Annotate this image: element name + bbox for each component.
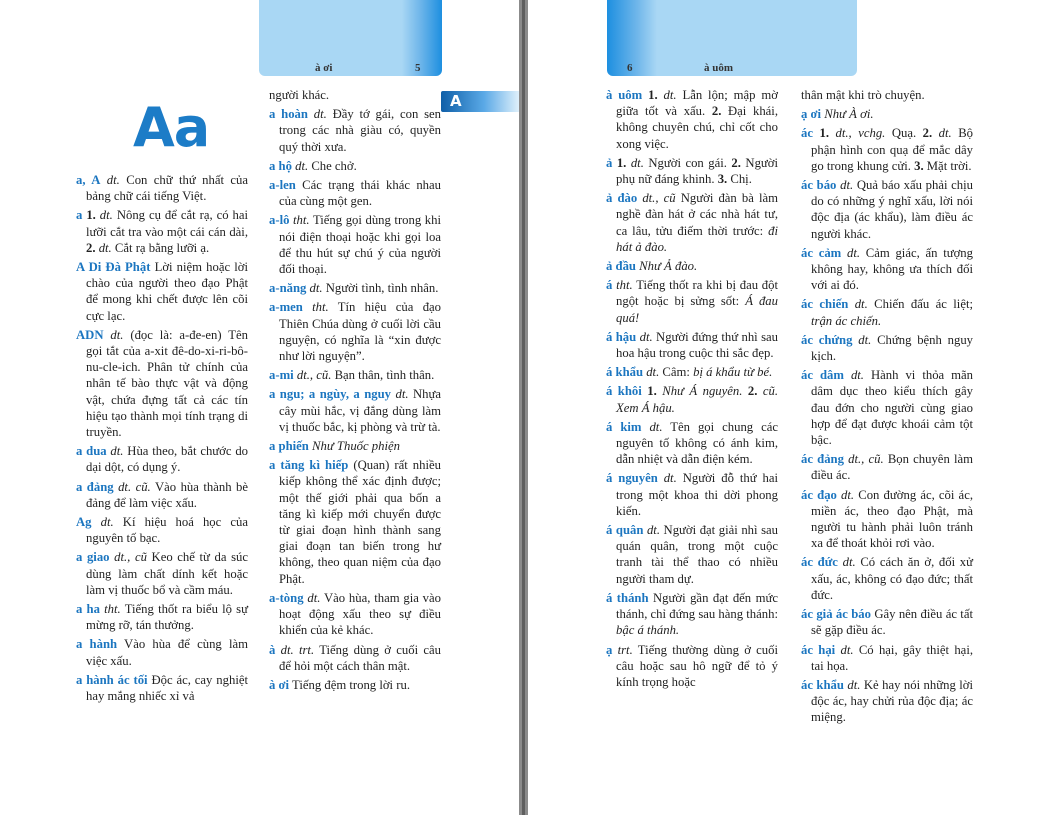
right-column-1	[606, 87, 778, 693]
part-of-speech: dt. cũ.	[118, 479, 151, 494]
dictionary-entry	[606, 642, 778, 691]
definition: Tín hiệu của đạo Thiên Chúa dùng ở cuối lời cầu nguyện, có nghĩa là “xin được như lời nguyện”.	[279, 300, 442, 364]
part-of-speech: dt.	[854, 297, 868, 312]
dictionary-entry	[606, 470, 778, 519]
example: Như Ả đào.	[639, 259, 698, 274]
dictionary-entry	[269, 367, 441, 383]
definition: Tiếng thốt ra khi bị đau đột ngột hoặc bị sửng sốt:	[616, 278, 778, 309]
headword: ADN	[76, 327, 104, 342]
definition: Kí hiệu hoá học của nguyên tố bạc.	[86, 515, 248, 546]
headword: á thánh	[606, 590, 649, 605]
dictionary-entry	[269, 299, 441, 364]
section-tab-label: A	[450, 92, 462, 110]
definition: (đọc là: a-đe-en) Tên gọi tắt của a-xit đê-do-xi-ri-bô-nu-cle-ich. Phân tử chính của nhân tế bào thực vật và động vật, chứa đựng tất cả các tín hiệu tạo thành mọi tính trạng di truyền.	[86, 327, 249, 440]
dictionary-entry	[606, 155, 778, 187]
part-of-speech: dt.	[639, 329, 653, 344]
definition: Người đứng thứ nhì sau hoa hậu trong cuộc thi sắc đẹp.	[616, 329, 778, 361]
dictionary-entry	[269, 457, 441, 587]
definition: Chiến đấu ác liệt;	[874, 297, 973, 312]
headword: a hành	[76, 637, 118, 652]
dictionary-entry	[801, 677, 973, 726]
part-of-speech: tht.	[616, 278, 633, 293]
definition: Tiếng thường dùng ở cuối câu hoặc sau hô ngữ để tỏ ý kính trọng hoặc	[616, 642, 779, 689]
dictionary-entry	[606, 277, 778, 326]
dictionary-entry	[606, 87, 778, 152]
part-of-speech: dt.	[313, 107, 327, 122]
headword: á khẩu	[606, 365, 644, 380]
part-of-speech: dt., cũ	[114, 550, 147, 565]
left-column-2	[269, 87, 441, 696]
definition: Người đỗ thứ hai trong một khoa thi dời phong kiến.	[616, 471, 779, 518]
definition: Quả báo xấu phải chịu do có những ý nghĩ xấu, lời nói độc địa (ác khẩu), làm điều ác người khác.	[811, 178, 974, 241]
sense-number: 1.	[86, 208, 96, 223]
dictionary-entry	[269, 280, 441, 296]
headword: a	[76, 208, 83, 223]
headword: á hậu	[606, 329, 637, 344]
definition: Kẻ hay nói những lời độc ác, hay chửi rủa độc địa; ác miệng.	[811, 677, 974, 725]
example: trận ác chiến.	[811, 313, 882, 328]
dictionary-entry	[269, 87, 441, 103]
dictionary-entry	[801, 177, 973, 242]
dictionary-entry	[606, 419, 778, 468]
dictionary-entry	[606, 364, 778, 380]
part-of-speech: dt.	[840, 178, 854, 193]
definition: (Quan) rất nhiều kiếp không thể xác định được; một thế giới phải qua bốn a tăng kì kiếp mới chuyển được từ giai đoạn hình thành sang giai đoạn tan biến trong hư không, theo quan niệm của đạo Phật.	[279, 458, 441, 586]
continued-text: thân mật khi trò chuyện.	[801, 88, 925, 102]
part-of-speech: dt.	[840, 642, 854, 657]
left-column-1	[76, 172, 248, 707]
part-of-speech: dt.	[847, 677, 861, 692]
dictionary-entry	[606, 590, 778, 639]
headword: ả đầu	[606, 259, 636, 274]
definition: Người phụ nữ đáng khinh.	[616, 155, 779, 187]
headword: á	[606, 278, 613, 293]
headword: a giao	[76, 550, 110, 565]
headword: ác hại	[801, 642, 836, 657]
dictionary-entry	[801, 245, 973, 294]
part-of-speech: dt.	[630, 155, 644, 170]
part-of-speech: dt.	[395, 387, 409, 402]
definition: Con đường ác, cõi ác, miền ác, theo đạo Phật, mà người tu hành phải luôn tránh xa để thoát khỏi rơi vào.	[811, 487, 973, 551]
definition: Nông cụ để cắt rạ, có hai lưỡi cắt tra vào một cái cán dài,	[86, 208, 249, 239]
dictionary-entry	[76, 549, 248, 598]
definition: Chị.	[730, 172, 752, 187]
dictionary-entry	[801, 554, 973, 603]
part-of-speech: dt., cũ.	[296, 368, 332, 383]
part-of-speech: dt.	[846, 245, 861, 260]
part-of-speech: dt.	[858, 332, 872, 347]
dictionary-entry	[269, 438, 441, 454]
definition: Bọn chuyên làm điều ác.	[811, 452, 973, 483]
definition: Bộ phận hình con quạ để mắc dây go trong khung cửi.	[811, 126, 974, 173]
headword: a phiến	[269, 439, 309, 454]
sense-number: 1.	[819, 126, 829, 141]
part-of-speech: dt.	[307, 590, 321, 605]
part-of-speech: dt.	[99, 208, 113, 223]
headword: ả	[606, 155, 613, 170]
headword: á khôi	[606, 384, 642, 399]
definition: Bạn thân, tình thân.	[334, 368, 435, 383]
left-header-tab	[259, 0, 442, 76]
definition: Tiếng thốt ra biểu lộ sự mừng rỡ, tán thưởng.	[86, 602, 248, 633]
part-of-speech: dt.	[938, 126, 952, 141]
left-page	[0, 0, 519, 815]
dictionary-entry	[76, 601, 248, 633]
definition: Người đàn bà làm nghề đàn hát ở các nhà hát tư, ca lâu, tửu điếm thời trước:	[616, 191, 778, 238]
part-of-speech: dt.	[100, 515, 114, 530]
left-header-label: à ơi	[315, 62, 333, 74]
part-of-speech: dt.	[663, 471, 677, 486]
dictionary-entry	[269, 177, 441, 209]
right-header-label: à uôm	[704, 62, 734, 74]
sense-number: 2.	[922, 126, 933, 141]
part-of-speech: dt.	[110, 327, 124, 342]
headword: á kim	[606, 419, 642, 434]
dictionary-entry	[801, 451, 973, 483]
part-of-speech: tht.	[312, 300, 329, 315]
big-letter-heading: Aa	[133, 96, 210, 159]
headword: a hành ác tối	[76, 672, 148, 687]
sense-number: 3.	[914, 158, 924, 173]
definition: Con chữ thứ nhất của bảng chữ cái tiếng Việt.	[86, 173, 249, 204]
definition: Lẫn lộn; mập mờ giữa tốt và xấu.	[616, 88, 778, 119]
part-of-speech: dt., vchg.	[835, 126, 886, 141]
definition: Có cách ăn ở, đối xử xấu, ác, không có đạo đức; thất đức.	[811, 555, 974, 602]
dictionary-entry	[801, 642, 973, 674]
part-of-speech: dt.	[649, 419, 663, 434]
dictionary-entry	[606, 258, 778, 274]
part-of-speech: dt.	[841, 487, 855, 502]
sense-number: 2.	[747, 384, 758, 399]
dictionary-entry	[606, 190, 778, 255]
headword: a ha	[76, 602, 100, 617]
headword: ác cảm	[801, 245, 842, 260]
part-of-speech: dt. trt.	[280, 642, 315, 657]
dictionary-entry	[269, 642, 441, 674]
dictionary-entry	[269, 212, 441, 277]
headword: ác chiến	[801, 297, 849, 312]
dictionary-entry	[269, 106, 441, 155]
headword: a-tòng	[269, 590, 304, 605]
headword: ả đào	[606, 191, 638, 206]
part-of-speech: dt.	[646, 523, 660, 538]
definition: Các trạng thái khác nhau của cùng một gen.	[279, 178, 442, 209]
headword: à ơi	[269, 677, 290, 692]
dictionary-entry	[801, 367, 973, 448]
headword: a đảng	[76, 479, 114, 494]
headword: A Di Đà Phật	[76, 260, 151, 275]
definition: Mặt trời.	[926, 158, 972, 173]
definition: Keo chế từ da súc dùng làm chất dính kết hoặc làm vị thuốc bổ và cầm máu.	[86, 550, 248, 597]
left-page-number: 5	[415, 62, 421, 74]
example: bậc á thánh.	[616, 623, 680, 638]
dictionary-entry	[269, 590, 441, 639]
dictionary-entry	[606, 383, 778, 415]
headword: a-men	[269, 300, 303, 315]
part-of-speech: dt.	[110, 444, 124, 459]
definition: Cảm giác, ấn tượng không hay, không ưa thích đối với ai đó.	[811, 245, 973, 293]
dictionary-entry	[801, 106, 973, 122]
definition: Quạ.	[891, 126, 917, 141]
headword: a-lô	[269, 213, 290, 228]
example: Như Thuốc phiện	[312, 439, 400, 454]
definition: Hành vi thỏa mãn dâm dục theo kiểu thích gây đau đớn cho người cùng giao hợp để đạt được khoái cảm tột bậc.	[811, 368, 973, 448]
definition: Đại khái, không chuyên chú, chỉ cốt cho xong việc.	[616, 104, 778, 151]
part-of-speech: dt.	[850, 368, 864, 383]
continued-text: người khác.	[269, 88, 330, 102]
definition: Che chở.	[311, 158, 357, 173]
part-of-speech: tht.	[104, 602, 121, 617]
part-of-speech: dt.	[295, 158, 309, 173]
definition: Người đạt giải nhì sau quán quân, trong một cuộc tranh tài thể thao có nhiều người tham dự.	[616, 523, 778, 586]
headword: a hoàn	[269, 107, 308, 122]
section-tab	[441, 91, 519, 112]
right-column-2	[801, 87, 973, 729]
headword: à	[269, 642, 276, 657]
definition: Tiếng đệm trong lời ru.	[292, 677, 410, 692]
definition: Người con gái.	[648, 155, 727, 170]
headword: ác dâm	[801, 368, 844, 383]
dictionary-entry	[801, 87, 973, 103]
part-of-speech: dt.	[309, 281, 323, 296]
dictionary-entry	[801, 125, 973, 174]
headword: à uôm	[606, 88, 643, 102]
dictionary-entry	[269, 158, 441, 174]
dictionary-entry	[76, 443, 248, 475]
sense-number: 3.	[717, 172, 728, 187]
part-of-speech: dt.	[98, 240, 112, 255]
dictionary-entry	[76, 259, 248, 324]
example: Như Á nguyên.	[662, 384, 743, 399]
part-of-speech: dt., cũ.	[848, 452, 884, 467]
headword: ác đức	[801, 555, 838, 570]
headword: ác khẩu	[801, 677, 844, 692]
dictionary-entry	[606, 329, 778, 361]
definition: Tên gọi chung các nguyên tố không có ánh kim, dẫn nhiệt và dẫn điện kém.	[616, 419, 779, 467]
headword: a dua	[76, 444, 107, 459]
right-page-number: 6	[627, 62, 633, 74]
dictionary-entry	[76, 514, 248, 546]
headword: a, A	[76, 173, 101, 187]
definition: Tiếng dùng ở cuối câu để hỏi một cách thân mật.	[279, 642, 442, 673]
right-header-tab	[607, 0, 857, 76]
definition: Vào hùa để cùng làm việc xấu.	[86, 637, 248, 668]
dictionary-entry	[801, 487, 973, 552]
definition: Chứng bệnh nguy kịch.	[811, 332, 974, 364]
dictionary-entry	[606, 522, 778, 587]
definition: Tiếng gọi dùng trong khi nói điện thoại hoặc khi gọi loa để thu hút sự chú ý của người đối thoại.	[279, 213, 441, 277]
definition: Đầy tớ gái, con sen trong các nhà giàu có, quyền quý thời xưa.	[279, 107, 442, 154]
headword: á quân	[606, 523, 644, 538]
dictionary-entry	[76, 172, 248, 204]
definition: Người gần đạt đến mức thánh, chỉ đứng sau hàng thánh:	[616, 590, 778, 622]
sense-number: 2.	[86, 240, 96, 255]
definition: Độc ác, cay nghiệt hay mắng nhiếc xỉ vả	[86, 672, 248, 704]
headword: ác chứng	[801, 332, 853, 347]
example: bị á khẩu từ bé.	[693, 365, 773, 380]
dictionary-entry	[801, 332, 973, 364]
part-of-speech: dt.	[842, 555, 856, 570]
example: đi hát ả đào.	[616, 223, 778, 254]
headword: a hộ	[269, 158, 292, 173]
dictionary-entry	[76, 207, 248, 256]
sense-number: 2.	[711, 104, 722, 119]
definition: Hùa theo, bắt chước do dại dột, có dụng ý.	[86, 444, 249, 475]
headword: Ag	[76, 515, 92, 530]
headword: ác giả ác báo	[801, 607, 871, 622]
definition: Gây nên điều ác tất sẽ gặp điều ác.	[811, 607, 973, 638]
dictionary-entry	[801, 296, 973, 328]
definition: Nhựa cây mùi hắc, vị đắng dùng làm vị thuốc bắc, kị phòng và trừ tà.	[279, 387, 441, 434]
book-gutter	[519, 0, 528, 815]
dictionary-entry	[76, 636, 248, 668]
example: cũ. Xem Á hậu.	[616, 384, 779, 415]
part-of-speech: dt.	[663, 88, 677, 102]
definition: Người tình, tình nhân.	[325, 281, 439, 296]
definition: Câm:	[662, 365, 690, 380]
definition: Lời niệm hoặc lời chào của người theo đạo Phật để mong khi chết được lên cõi cực lạc.	[86, 260, 249, 323]
sense-number: 1.	[647, 384, 657, 399]
right-page	[528, 0, 1050, 815]
headword: ác đảng	[801, 452, 844, 467]
part-of-speech: dt., cũ	[642, 191, 676, 206]
headword: a-năng	[269, 281, 307, 296]
headword: ác báo	[801, 178, 837, 193]
definition: Có hại, gây thiệt hại, tai họa.	[811, 642, 974, 673]
definition: Vào hùa, tham gia vào hoạt động xấu theo sự điều khiển của kẻ khác.	[279, 590, 441, 638]
part-of-speech: dt.	[106, 173, 120, 187]
headword: ác đạo	[801, 487, 837, 502]
sense-number: 1.	[648, 88, 658, 102]
dictionary-entry	[76, 672, 248, 704]
part-of-speech: tht.	[293, 213, 310, 228]
headword: ạ	[606, 642, 613, 657]
sense-number: 1.	[616, 155, 627, 170]
dictionary-entry	[801, 606, 973, 638]
headword: a tăng kì hiếp	[269, 458, 349, 473]
headword: a ngu; a ngùy, a nguy	[269, 387, 392, 402]
sense-number: 2.	[731, 155, 741, 170]
headword: ạ ơi	[801, 107, 822, 122]
headword: a-len	[269, 178, 296, 193]
definition: Cắt rạ bằng lưỡi ạ.	[114, 240, 210, 255]
part-of-speech: trt.	[617, 642, 633, 657]
example: Á đau quá!	[616, 294, 778, 325]
dictionary-entry	[269, 386, 441, 435]
definition: Vào hùa thành bè đảng để làm việc xấu.	[86, 479, 248, 510]
dictionary-entry	[76, 479, 248, 511]
dictionary-entry	[269, 677, 441, 693]
dictionary-entry	[76, 327, 248, 440]
headword: ác	[801, 126, 813, 141]
example: Như À ơi.	[824, 107, 874, 122]
headword: a-mi	[269, 368, 294, 383]
headword: á nguyên	[606, 471, 658, 486]
part-of-speech: dt.	[646, 365, 660, 380]
